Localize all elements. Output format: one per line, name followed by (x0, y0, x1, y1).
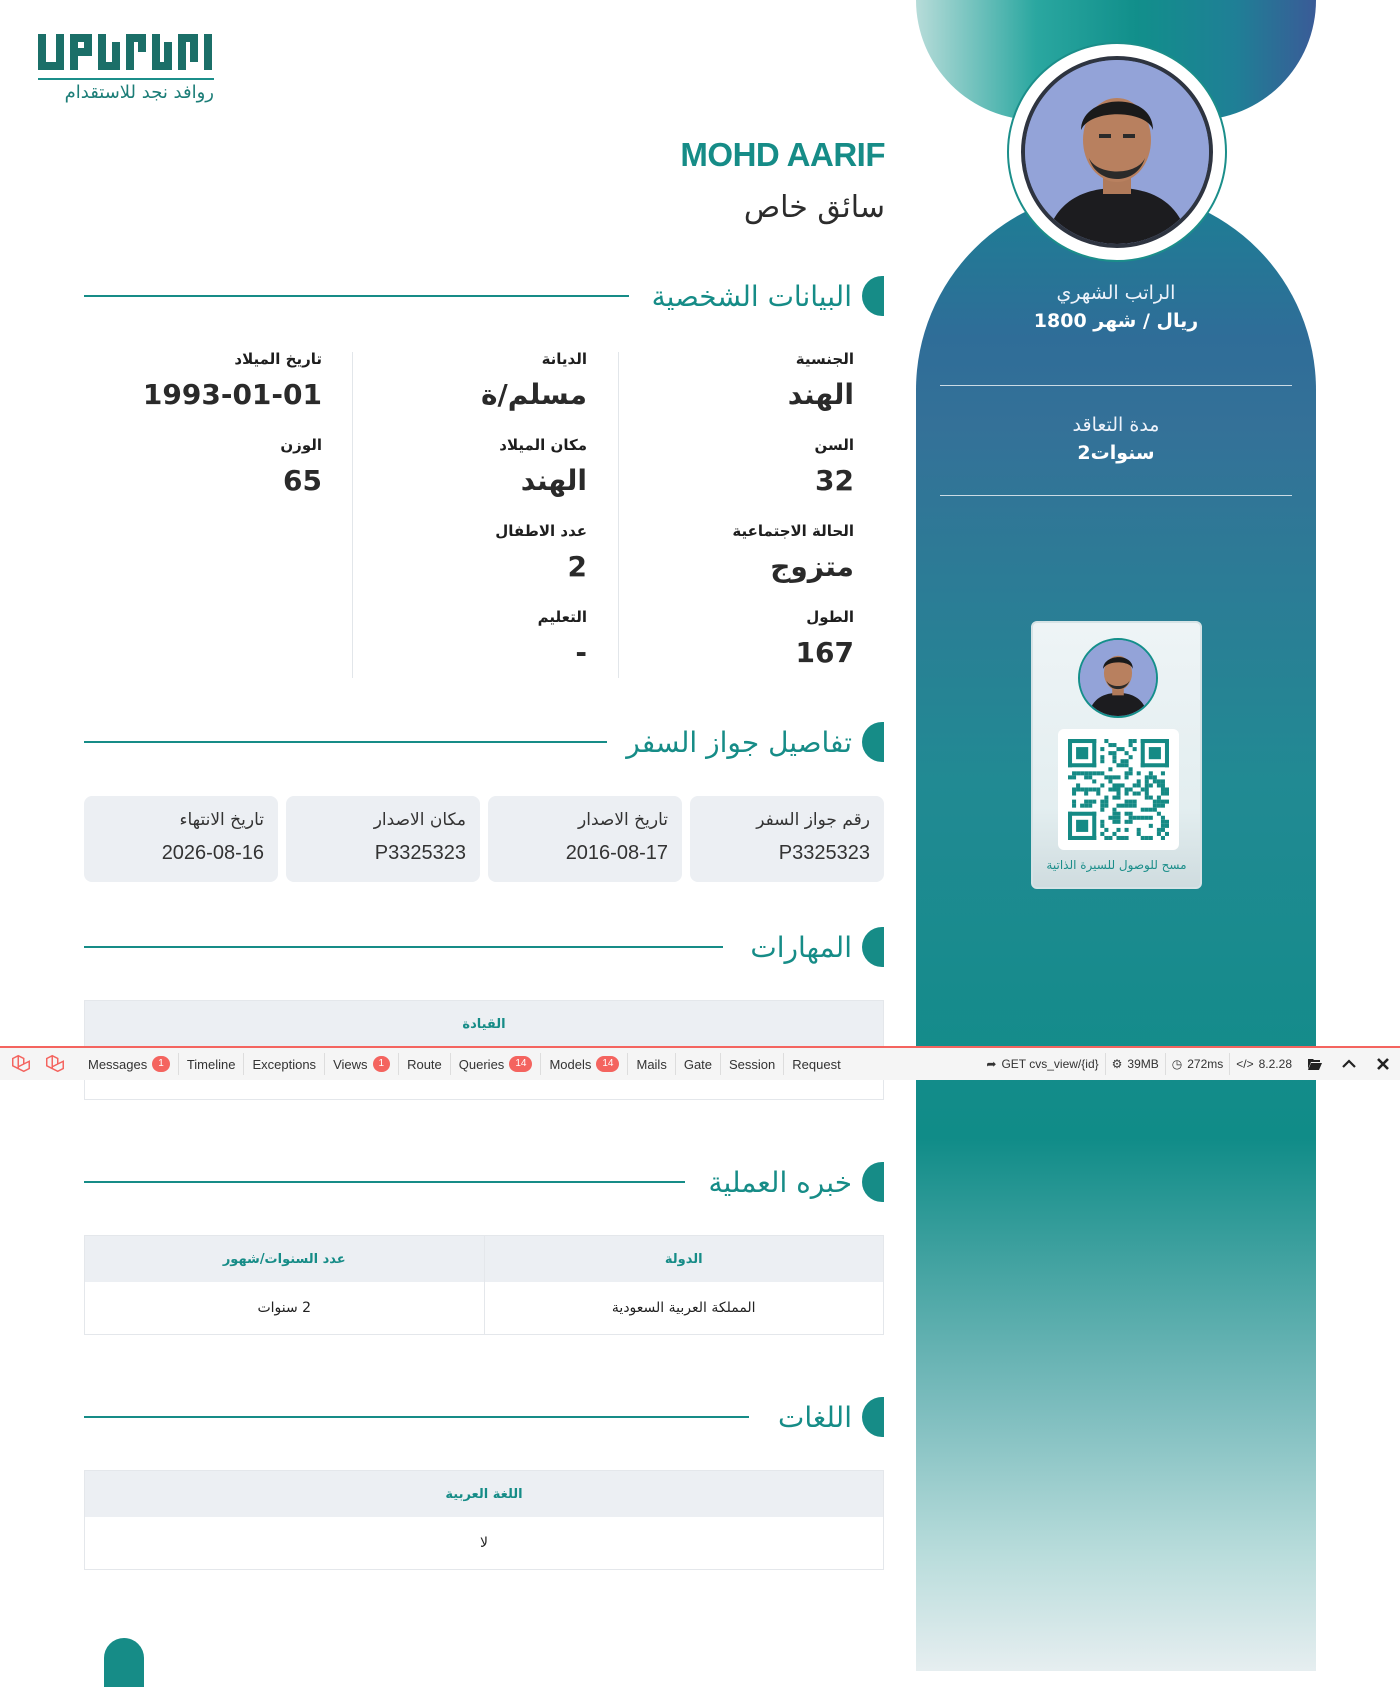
cogs-icon: ⚙ (1111, 1057, 1123, 1071)
section-title-skills: المهارات (750, 925, 884, 969)
code-icon: </> (1236, 1057, 1254, 1071)
qr-code[interactable] (1058, 729, 1179, 850)
debug-tabs (80, 1053, 849, 1075)
debug-tab-timeline[interactable]: Timeline (179, 1053, 245, 1075)
clock-icon: ◷ (1171, 1057, 1183, 1071)
candidate-name: MOHD AARIF (680, 136, 885, 173)
debug-tab-route[interactable]: Route (399, 1053, 451, 1075)
company-logo (38, 30, 218, 106)
debug-tab-request[interactable]: Request (792, 1056, 841, 1072)
debug-tab-messages[interactable]: Messages 1 (80, 1053, 179, 1075)
passport-issue-date-card: تاريخ الاصدار 2016-08-17 (488, 796, 682, 882)
section-title-languages: اللغات (778, 1395, 884, 1439)
passport-expiry-card: تاريخ الانتهاء 2026-08-16 (84, 796, 278, 882)
section-line (84, 1181, 685, 1183)
salary-label: الراتب الشهري (1056, 282, 1176, 304)
profile-photo-ring (1007, 42, 1227, 262)
debug-right-group (980, 1048, 1400, 1080)
section-line (84, 1416, 749, 1418)
debug-route[interactable]: ➦ GET cvs_view/{id} (986, 1057, 1099, 1071)
debug-tab-gate[interactable]: Gate (676, 1053, 721, 1075)
debug-tab-mails[interactable]: Mails (628, 1053, 675, 1075)
debug-tab-queries[interactable]: Queries 14 (451, 1053, 542, 1075)
table-header: الدولة عدد السنوات/شهور (85, 1236, 883, 1282)
field-birth-place: مكان الميلاد الهند (499, 436, 587, 497)
field-height: الطول 167 (795, 608, 854, 669)
debug-tab-models[interactable]: Models 14 (541, 1053, 628, 1075)
qr-code-icon (1068, 739, 1169, 840)
field-education: التعليم - (537, 608, 587, 669)
section-line (84, 741, 607, 743)
passport-issue-place-card: مكان الاصدار P3325323 (286, 796, 480, 882)
table-header: القيادة (85, 1001, 883, 1047)
section-pill (862, 276, 884, 316)
experience-table (84, 1235, 884, 1335)
languages-table (84, 1470, 884, 1570)
field-age: السن 32 (814, 436, 854, 497)
section-pill (862, 722, 884, 762)
sidebar-divider (940, 495, 1292, 496)
laravel-logo-icon[interactable] (42, 1051, 68, 1077)
debug-tab-exceptions[interactable]: Exceptions (244, 1053, 325, 1075)
logo-mark-icon (38, 30, 214, 74)
debug-tab-views[interactable]: Views 1 (325, 1053, 399, 1075)
close-icon[interactable] (1366, 1048, 1400, 1080)
debug-php-version[interactable]: </> 8.2.28 (1229, 1053, 1298, 1075)
section-title-passport: تفاصيل جواز السفر (626, 720, 884, 764)
qr-profile-photo (1078, 638, 1158, 718)
folder-open-icon[interactable] (1298, 1048, 1332, 1080)
section-pill (862, 1162, 884, 1202)
salary-block (940, 282, 1292, 332)
field-marital-status: الحالة الاجتماعية متزوج (732, 522, 854, 583)
qr-caption: مسح للوصول للسيرة الذاتية (1046, 858, 1187, 872)
debug-tab-session[interactable]: Session (721, 1053, 784, 1075)
chevron-up-icon[interactable] (1332, 1048, 1366, 1080)
debug-memory[interactable]: ⚙ 39MB (1105, 1053, 1165, 1075)
next-section-pill (104, 1638, 144, 1687)
section-line (84, 295, 629, 297)
contract-value: 2سنوات (1077, 442, 1155, 464)
share-arrow-icon: ➦ (986, 1057, 997, 1071)
table-row: المملكة العربية السعودية 2 سنوات (85, 1282, 883, 1334)
sidebar-divider (940, 385, 1292, 386)
contract-block (940, 414, 1292, 464)
logo-underline (38, 78, 214, 80)
candidate-job-title: سائق خاص (743, 190, 885, 225)
field-religion: الديانة مسلم/ة (481, 350, 587, 411)
section-pill (862, 927, 884, 967)
laravel-logo-icon[interactable] (8, 1051, 34, 1077)
salary-value: 1800 ريال / شهر (1033, 310, 1199, 332)
section-title-experience: خبره العملية (708, 1160, 884, 1204)
sidebar (916, 0, 1316, 1671)
contract-label: مدة التعاقد (1072, 414, 1160, 436)
section-pill (862, 1397, 884, 1437)
sidebar-body (916, 190, 1316, 1671)
logo-text: روافد نجد للاستقدام (64, 82, 214, 103)
qr-card[interactable] (1031, 621, 1202, 889)
field-weight: الوزن 65 (280, 436, 322, 497)
section-title-personal: البيانات الشخصية (652, 274, 884, 318)
passport-number-card: رقم جواز السفر P3325323 (690, 796, 884, 882)
section-line (84, 946, 723, 948)
table-header: اللغة العربية (85, 1471, 883, 1517)
field-birth-date: تاريخ الميلاد 1993-01-01 (142, 350, 322, 411)
debug-bar (0, 1046, 1400, 1080)
debug-time[interactable]: ◷ 272ms (1165, 1053, 1230, 1075)
field-nationality: الجنسية الهند (787, 350, 854, 411)
field-children: عدد الاطفال 2 (495, 522, 587, 583)
profile-photo (1021, 56, 1213, 248)
person-photo-icon (1080, 640, 1156, 716)
person-photo-icon (1025, 60, 1209, 244)
table-row: لا (85, 1517, 883, 1569)
